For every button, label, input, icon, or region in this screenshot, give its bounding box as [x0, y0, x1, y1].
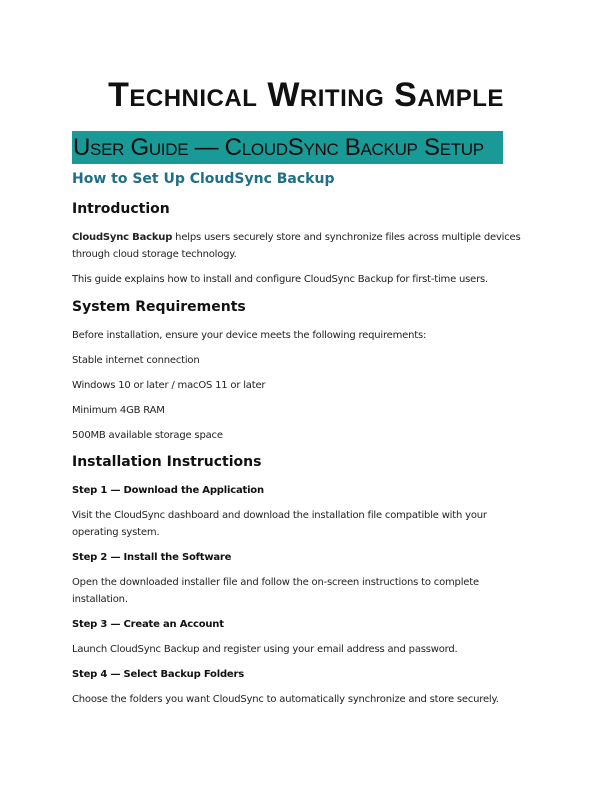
- heading-introduction: Introduction: [72, 201, 170, 217]
- step-text: Visit the CloudSync dashboard and download the installation file compatible with your operating system.: [72, 510, 487, 538]
- section-banner-text: User Guide — CloudSync Backup Setup: [73, 134, 484, 161]
- step-text: Launch CloudSync Backup and register using your email address and password.: [72, 644, 458, 655]
- product-name: CloudSync Backup: [72, 232, 173, 243]
- step-text: Choose the folders you want CloudSync to automatically synchronize and store securely.: [72, 694, 499, 705]
- step-title: Step 3 — Create an Account: [72, 619, 224, 630]
- intro-paragraph-1-text: helps users securely store and synchronize files across multiple devices through cloud storage technology.: [72, 232, 521, 260]
- intro-paragraph-1: [72, 229, 530, 263]
- section-banner: [72, 131, 503, 164]
- requirement-item: 500MB available storage space: [72, 430, 223, 441]
- step-text: Open the downloaded installer file and follow the on-screen instructions to complete installation.: [72, 577, 479, 605]
- heading-system-requirements: System Requirements: [72, 299, 246, 315]
- requirement-item: Windows 10 or later / macOS 11 or later: [72, 380, 266, 391]
- document-subtitle: How to Set Up CloudSync Backup: [72, 171, 335, 187]
- requirement-item: Minimum 4GB RAM: [72, 405, 165, 416]
- heading-installation-instructions: Installation Instructions: [72, 454, 262, 470]
- requirements-intro: Before installation, ensure your device meets the following requirements:: [72, 330, 427, 341]
- step-title: Step 1 — Download the Application: [72, 485, 264, 496]
- requirement-item: Stable internet connection: [72, 355, 200, 366]
- intro-paragraph-2: This guide explains how to install and configure CloudSync Backup for first-time users.: [72, 274, 489, 285]
- step-title: Step 4 — Select Backup Folders: [72, 669, 244, 680]
- step-title: Step 2 — Install the Software: [72, 552, 232, 563]
- document-title: Technical Writing Sample: [108, 76, 504, 114]
